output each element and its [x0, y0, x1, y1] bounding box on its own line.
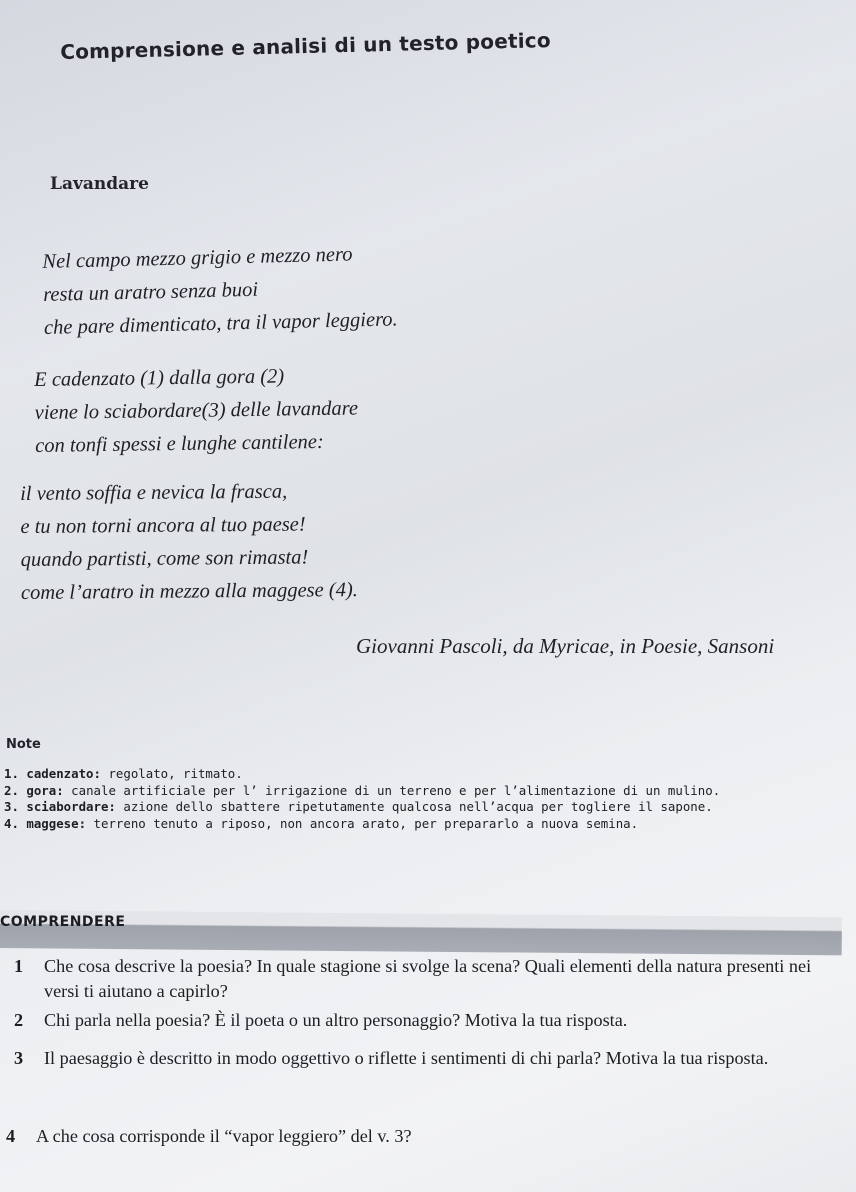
poem-stanza-1 [42, 237, 398, 345]
note-term: 3. sciabordare: [4, 799, 116, 814]
question-number: 2 [14, 1010, 24, 1030]
question-2 [14, 1008, 850, 1033]
poem-stanza-2 [34, 359, 359, 463]
note-text: regolato, ritmato. [100, 766, 243, 781]
poem-title: Lavandare [50, 174, 149, 194]
poem-line: come l’aratro in mezzo alla maggese (4). [20, 579, 358, 604]
question-number: 1 [14, 956, 24, 976]
note-text: terreno tenuto a riposo, non ancora arato, per prepararlo a nuova semina. [86, 815, 639, 831]
note-text: azione dello sbattere ripetutamente qualcosa nell’acqua per togliere il sapone. [115, 799, 713, 814]
note-term: 1. cadenzato: [4, 766, 101, 781]
note-item [4, 783, 720, 800]
question-text: Il paesaggio è descritto in modo oggettivo o riflette i sentimenti di chi parla? Motiva la tua risposta. [44, 1048, 769, 1068]
question-number: 3 [14, 1048, 24, 1068]
poem-line: resta un aratro senza buoi [42, 278, 259, 306]
question-3 [14, 1046, 850, 1071]
question-number: 4 [6, 1126, 16, 1146]
notes-list [4, 766, 720, 832]
note-item [4, 766, 720, 783]
poem-line: quando partisti, come son rimasta! [20, 546, 309, 571]
poem-line: con tonfi spessi e lunghe cantilene: [34, 430, 324, 457]
poem-line: che pare dimenticato, tra il vapor leggiero. [43, 308, 398, 339]
poem-line: Nel campo mezzo grigio e mezzo nero [42, 243, 353, 273]
poem-line: il vento soffia e nevica la frasca, [20, 480, 288, 505]
poem-attribution: Giovanni Pascoli, da Myricae, in Poesie, Sansoni [356, 634, 775, 658]
poem-line: e tu non torni ancora al tuo paese! [20, 513, 306, 538]
poem-line: viene lo sciabordare(3) delle lavandare [34, 397, 359, 424]
note-item [4, 799, 720, 816]
question-text: A che cosa corrisponde il “vapor leggiero” del v. 3? [36, 1126, 412, 1146]
section-divider-bar [0, 910, 842, 955]
question-4 [6, 1124, 842, 1149]
note-item [4, 816, 720, 833]
question-1 [14, 954, 850, 1004]
note-text: canale artificiale per l’ irrigazione di un terreno e per l’alimentazione di un mulino. [63, 782, 721, 798]
note-term: 4. maggese: [4, 815, 87, 831]
poem-stanza-3 [20, 475, 358, 610]
note-term: 2. gora: [4, 782, 64, 798]
question-text: Chi parla nella poesia? È il poeta o un altro personaggio? Motiva la tua risposta. [44, 1010, 628, 1030]
question-text: Che cosa descrive la poesia? In quale stagione si svolge la scena? Quali elementi della natura presenti nei versi ti aiutano a capirlo? [44, 956, 812, 1001]
page-title: Comprensione e analisi di un testo poetico [60, 28, 552, 64]
poem-line: E cadenzato (1) dalla gora (2) [34, 365, 285, 391]
section-title-comprendere: COMPRENDERE [0, 914, 126, 930]
notes-heading: Note [6, 737, 41, 752]
